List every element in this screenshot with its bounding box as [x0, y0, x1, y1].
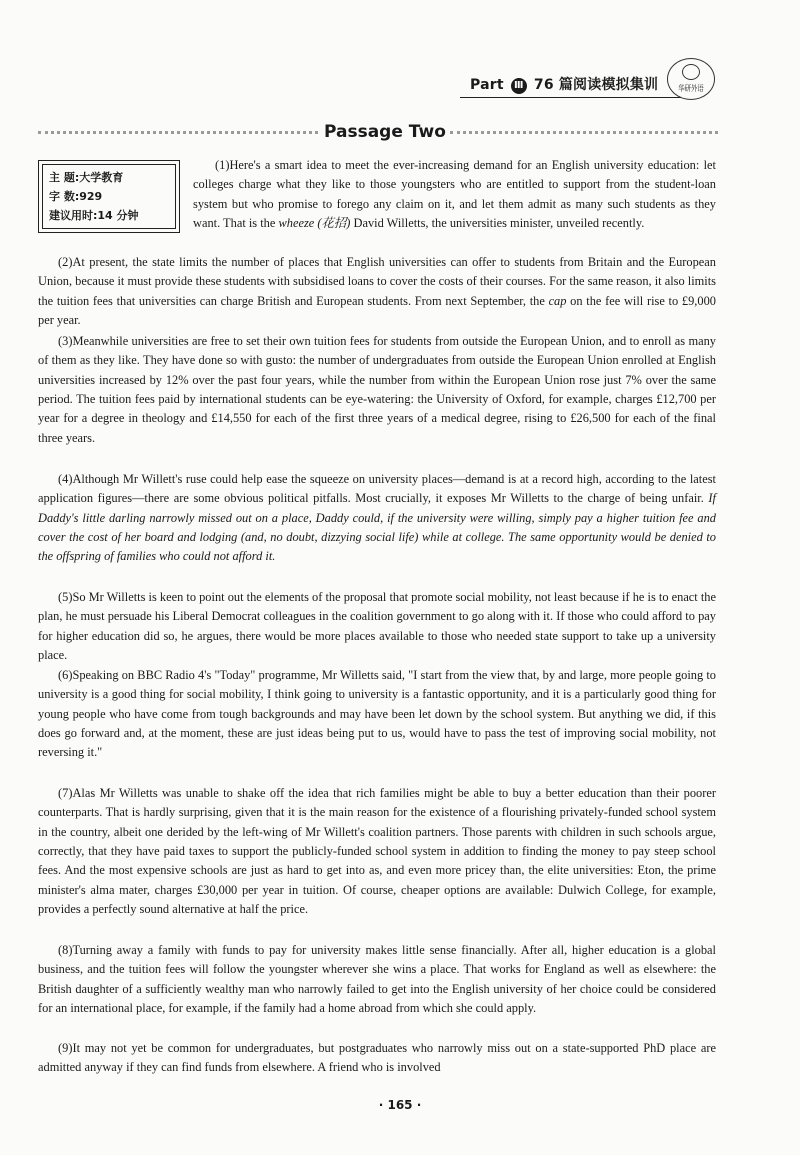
word-count-value: 929 [79, 190, 103, 203]
time-label: 建议用时 [49, 209, 93, 222]
time-line: 建议用时:14 分钟 [49, 209, 139, 222]
header-rule [460, 97, 690, 98]
paragraph-6: (6)Speaking on BBC Radio 4's "Today" programme, Mr Willetts said, "I start from the view that, by and large, more people going to university is a good thing for social mobility, I think going to university is a fantastic opportunity, and it is a particularly good thing for young people who have come from tough backgrounds and may have been let down by the school system. But anything we did, if this does go forward and, at the moment, these are just ideas being put to us, would have to pass the test of improving social mobility, not reversing it." [38, 668, 716, 760]
passage-info-inner [42, 164, 176, 229]
publisher-logo [667, 58, 715, 100]
word-count-line: 字 数:929 [49, 190, 103, 203]
word-count-label: 字 数 [49, 190, 75, 203]
paragraph-2 [38, 253, 716, 330]
paragraph-3: (3)Meanwhile universities are free to set their own tuition fees for students from outside the European Union, and to enroll as many of them as they like. They have done so with gusto: the number of undergraduates from outside the European Union enrolled at English universities increased by 12% over the past four years, while the number from within the European Union rose just 7% over the same period. The tuition fees paid by international students can be eye-watering: the University of Oxford, for example, charges £12,700 per year for a degree in theology and £14,550 for each of the first three years of a medical degree, rising to £26,500 for each of the final three years. [38, 334, 716, 445]
paragraph-2-text: (2)At present, the state limits the number of places that English universities can offer to students from Britain and the European Union, because it must provide these students with subsidised loans to cover the costs of their courses. For the same reason, it also limits the tuition fees that universities can charge British and European students. From next September, the [38, 255, 716, 308]
topic-label: 主 题 [49, 171, 75, 184]
section-title: 76 篇阅读模拟集训 [533, 77, 659, 93]
topic-value: 大学教育 [79, 171, 124, 184]
paragraph-7: (7)Alas Mr Willetts was unable to shake off the idea that rich families might be able to buy a better education than their poorer counterparts. That is hardly surprising, given that it is the main reason for the existence of a flourishing privately-funded school system in the country, albeit one derided by the left-wing of Mr Willett's coalition partners. Those parents with children in such schools argue, correctly, that they have paid taxes to support the publicly-funded school system in addition to finding the money to pay steep school fees. And the most expensive schools are just as hard to get into as, and even more pricey than, the elite universities: Eton, the prime minister's alma mater, charges £30,000 per year in tuition. Of course, cheaper options are available: Dulwich College, for example, provides a perfectly sound alternative at half the price. [38, 786, 716, 917]
paragraph-1-text: (1)Here's a smart idea to meet the ever-increasing demand for an English university education: let colleges charge what they like to those youngsters who are entitled to support from the student-loan system but who promise to forego any claim on it, and let them admit as many such students as they want. That is the [193, 158, 716, 231]
paragraph-2-emphasis: cap [548, 293, 567, 308]
paragraph-5: (5)So Mr Willetts is keen to point out the elements of the proposal that promote social mobility, not least because if he is to enact the plan, he must persuade his Liberal Democrat colleagues in the coalition government to go along with it. If those who could afford to pay for higher education did so, he argues, there would be more places available to those who needed state support to take up a university place. [38, 590, 716, 663]
part-number-badge: Ⅲ [511, 78, 527, 94]
paragraph-4-text: (4)Although Mr Willett's ruse could help ease the squeeze on university places—demand is at a record high, according to the latest application figures—there are some obvious political pitfalls. Most crucially, it exposes Mr Willetts to the charge of being unfair. [38, 472, 716, 506]
frog-icon [682, 64, 700, 80]
title-decoration-right [450, 131, 718, 134]
passage-title: Passage Two [324, 122, 446, 142]
paragraph-8: (8)Turning away a family with funds to pay for university makes little sense financially. After all, higher education is a global business, and the tuition fees will follow the youngster wherever she wins a place. That works for England as well as elsewhere: the British daughter of a sufficiently wealthy man who narrowly failed to get into the English university of her choice could be considered for an international place, for example, if the family had a home abroad from which she could apply. [38, 943, 716, 1016]
paragraph-1 [193, 156, 716, 233]
topic-line: 主 题:大学教育 [49, 171, 124, 184]
paragraph-2-tail: on the fee will rise to £9,000 per year. [38, 293, 716, 328]
paragraph-1-emphasis: wheeze (花招) [278, 216, 351, 231]
paragraph-9: (9)It may not yet be common for undergraduates, but postgraduates who narrowly miss out on a state-supported PhD place are admitted anyway if they can find funds from elsewhere. A friend who is involved [38, 1041, 716, 1075]
title-decoration-left [38, 131, 318, 134]
header-text [470, 74, 658, 94]
page-number: · 165 · [378, 1098, 422, 1112]
paragraph-4 [38, 470, 716, 567]
part-label: Part [470, 77, 504, 93]
passage-info-box [38, 160, 180, 233]
running-header [460, 70, 690, 100]
logo-text: 华研外语 [678, 84, 704, 93]
paragraph-1-tail: David Willetts, the universities minister, unveiled recently. [353, 216, 645, 231]
paragraph-4-emphasis: If Daddy's little darling narrowly missed out on a place, Daddy could, if the university were willing, simply pay a higher tuition fee and cover the cost of her board and lodging (and, no doubt, dizzying social life) while at college. The same opportunity would be denied to the offspring of families who could not afford it. [38, 491, 716, 564]
time-value: 14 分钟 [97, 209, 139, 222]
passage-title-row [38, 122, 718, 144]
